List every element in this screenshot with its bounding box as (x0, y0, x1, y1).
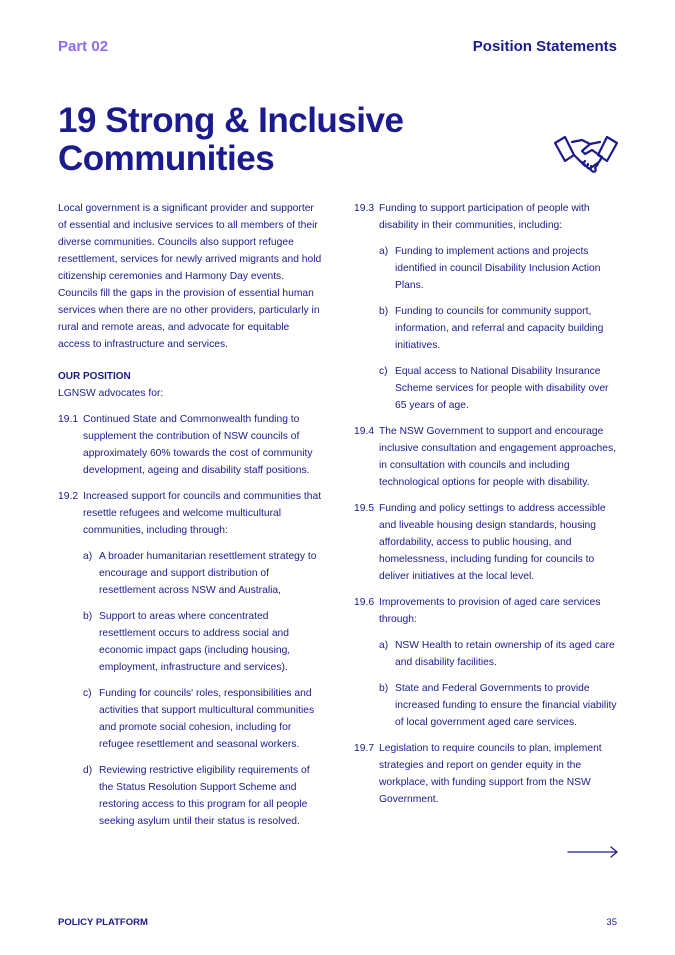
sub-text: Funding to councils for community support, information, and referral and capacity building initiatives. (395, 306, 604, 351)
sub-letter: b) (379, 683, 389, 694)
sub-letter: a) (379, 246, 389, 257)
item-text: Improvements to provision of aged care services through: (379, 597, 601, 625)
sub-item-19-2-b (83, 608, 323, 676)
left-column (58, 200, 323, 839)
sub-item-19-3-b (379, 303, 622, 354)
item-number: 19.7 (354, 743, 375, 754)
sub-letter: a) (379, 640, 389, 651)
item-text: Legislation to require councils to plan, implement strategies and report on gender equity in the workplace, with funding support from the NSW Government. (379, 743, 602, 805)
page-number: 35 (606, 917, 617, 928)
sub-item-19-2-d (83, 762, 323, 830)
sub-letter: c) (379, 366, 388, 377)
sub-text: Support to areas where concentrated resettlement occurs to address social and economic impact gaps (including housing, employment, infrastructure and services). (99, 611, 291, 673)
position-item-19-3 (354, 200, 622, 414)
item-text: Funding and policy settings to address accessible and liveable housing design standards, housing affordability, access to public housing, and homelessness, including funding for councils to deliver initiatives at the local level. (379, 503, 606, 582)
page-title (58, 102, 403, 178)
sub-item-19-3-c (379, 363, 622, 414)
sub-item-19-6-a (379, 637, 622, 671)
position-item-19-2 (58, 488, 323, 830)
footer-label: POLICY PLATFORM (58, 917, 148, 928)
position-item-19-1 (58, 411, 323, 479)
sub-item-19-2-a (83, 548, 323, 599)
position-item-19-4 (354, 423, 622, 491)
position-item-19-6 (354, 594, 622, 731)
sub-item-19-6-b (379, 680, 622, 731)
sub-text: Funding for councils' roles, responsibilities and activities that support multicultural communities and promote social cohesion, including for refugee resettlement and seasonal workers. (99, 688, 315, 750)
section-label: Position Statements (472, 38, 617, 55)
item-number: 19.2 (58, 491, 79, 502)
item-text: Increased support for councils and communities that resettle refugees and welcome multicultural communities, including through: (83, 491, 322, 536)
sub-letter: b) (83, 611, 93, 622)
title-line-2: Communities (58, 139, 275, 178)
part-label: Part 02 (58, 38, 109, 55)
title-line-1: 19 Strong & Inclusive (58, 101, 404, 140)
sub-letter: c) (83, 688, 92, 699)
sub-item-19-2-c (83, 685, 323, 753)
sub-letter: b) (379, 306, 389, 317)
sub-letter: d) (83, 765, 93, 776)
sub-text: NSW Health to retain ownership of its aged care and disability facilities. (395, 640, 615, 668)
item-number: 19.6 (354, 597, 375, 608)
advocates-line: LGNSW advocates for: (58, 388, 164, 399)
arrow-right-icon[interactable] (567, 845, 619, 859)
item-text: The NSW Government to support and encourage inclusive consultation and engagement approaches, in consultation with councils and including technological options for people with disability. (379, 426, 616, 488)
item-text: Funding to support participation of people with disability in their communities, including: (379, 203, 590, 231)
position-heading: OUR POSITION (58, 371, 131, 382)
item-number: 19.1 (58, 414, 79, 425)
item-number: 19.4 (354, 426, 375, 437)
position-item-19-7 (354, 740, 622, 808)
sub-text: A broader humanitarian resettlement strategy to encourage and support distribution of resettlement across NSW and Australia, (99, 551, 317, 596)
sub-text: Equal access to National Disability Insurance Scheme services for people with disability over 65 years of age. (395, 366, 609, 411)
sub-item-19-3-a (379, 243, 622, 294)
right-column (354, 200, 622, 817)
item-text: Continued State and Commonwealth funding to supplement the contribution of NSW councils of approximately 60% towards the cost of community development, ageing and disability staff positions. (83, 414, 313, 476)
sub-text: Reviewing restrictive eligibility requirements of the Status Resolution Support Scheme and restoring access to this program for all people seeking asylum until their status is resolved. (99, 765, 310, 827)
item-number: 19.5 (354, 503, 375, 514)
sub-letter: a) (83, 551, 93, 562)
intro-paragraph: Local government is a significant provider and supporter of essential and inclusive services to all members of their diverse communities. Councils also support refugee resettlement, services for newly arrived migrants and hold citizenship ceremonies and Harmony Day events. Councils fill the gaps in the provision of essential human services when there are no other providers, particularly in rural and remote areas, and advocate for equitable access to infrastructure and services. (58, 203, 322, 350)
position-item-19-5 (354, 500, 622, 585)
sub-text: Funding to implement actions and projects identified in council Disability Inclusion Action Plans. (395, 246, 601, 291)
item-number: 19.3 (354, 203, 375, 214)
handshake-icon (552, 133, 620, 177)
sub-text: State and Federal Governments to provide increased funding to ensure the financial viability of local government aged care services. (395, 683, 617, 728)
